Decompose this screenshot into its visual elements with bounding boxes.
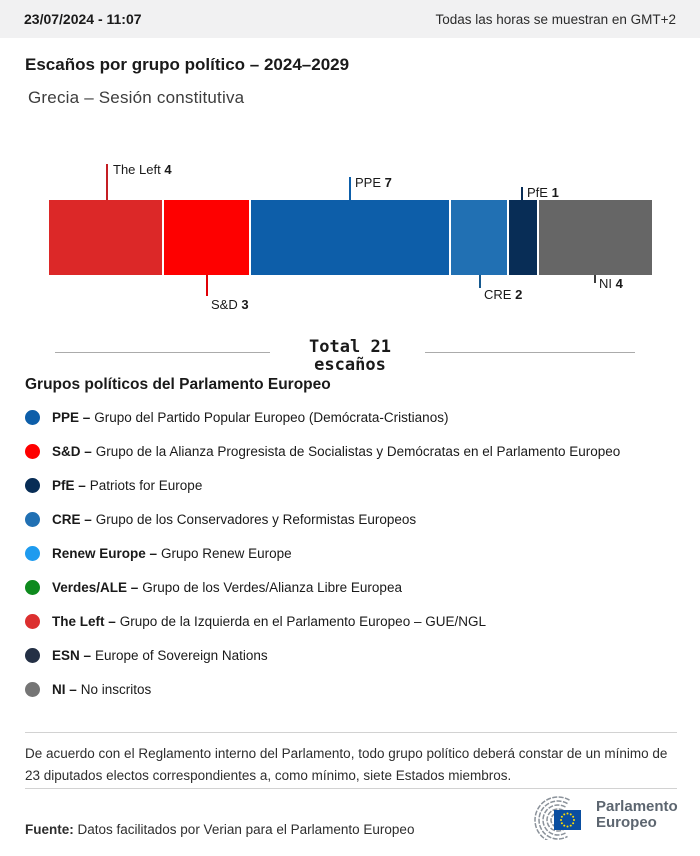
leader-line-ni bbox=[594, 275, 596, 283]
renew-color-dot bbox=[25, 546, 40, 561]
total-line1: Total 21 bbox=[309, 337, 391, 357]
legend-description: Grupo Renew Europe bbox=[161, 546, 292, 561]
datetime-label: 23/07/2024 - 11:07 bbox=[24, 11, 142, 27]
legend-item-cre bbox=[25, 511, 416, 528]
callout-sd bbox=[211, 297, 249, 312]
callout-group-name: NI bbox=[599, 276, 612, 291]
legend-description: Grupo de la Izquierda en el Parlamento Europeo – GUE/NGL bbox=[119, 614, 486, 629]
european-parliament-logo-icon bbox=[524, 792, 588, 840]
bar-segment-ppe[interactable] bbox=[251, 200, 449, 275]
top-bar bbox=[0, 0, 700, 38]
source-label: Fuente: bbox=[25, 822, 74, 837]
cre-color-dot bbox=[25, 512, 40, 527]
legend-item-sd bbox=[25, 443, 620, 460]
legend-description: Grupo del Partido Popular Europeo (Demócrata-Cristianos) bbox=[94, 410, 449, 425]
page-title: Escaños por grupo político – 2024–2029 bbox=[25, 55, 350, 74]
callout-pfe bbox=[527, 185, 559, 200]
total-line2: escaños bbox=[314, 355, 386, 375]
callout-group-name: PfE bbox=[527, 185, 548, 200]
bar-segment-pfe[interactable] bbox=[509, 200, 537, 275]
footnote-divider-top bbox=[25, 732, 677, 733]
leader-line-the-left bbox=[106, 164, 108, 200]
ni-color-dot bbox=[25, 682, 40, 697]
logo-line2: Europeo bbox=[596, 814, 657, 831]
legend-heading: Grupos políticos del Parlamento Europeo bbox=[25, 376, 331, 393]
legend-item-renew bbox=[25, 545, 292, 562]
callout-ppe bbox=[355, 175, 392, 190]
verdes-ale-color-dot bbox=[25, 580, 40, 595]
legend-item-the-left bbox=[25, 613, 486, 630]
legend-item-pfe bbox=[25, 477, 202, 494]
legend-name: NI – bbox=[52, 682, 77, 697]
ppe-color-dot bbox=[25, 410, 40, 425]
legend-name: ESN – bbox=[52, 648, 92, 663]
legend-item-ppe bbox=[25, 409, 448, 426]
callout-group-name: CRE bbox=[484, 287, 512, 302]
bar-segment-sd[interactable] bbox=[164, 200, 249, 275]
legend-description: Grupo de los Verdes/Alianza Libre Europea bbox=[142, 580, 402, 595]
callout-seat-count: 3 bbox=[241, 297, 249, 312]
callout-cre bbox=[484, 287, 522, 302]
leader-line-pfe bbox=[521, 187, 523, 200]
footnote-divider-bottom bbox=[25, 788, 677, 789]
bar-segment-the-left[interactable] bbox=[49, 200, 162, 275]
seats-stacked-bar bbox=[49, 200, 652, 275]
legend-name: PPE – bbox=[52, 410, 91, 425]
pfe-color-dot bbox=[25, 478, 40, 493]
legend-description: Patriots for Europe bbox=[89, 478, 203, 493]
callout-seat-count: 7 bbox=[384, 175, 392, 190]
legend-name: CRE – bbox=[52, 512, 92, 527]
leader-line-sd bbox=[206, 275, 208, 296]
legend-description: No inscritos bbox=[80, 682, 152, 697]
legend-description: Europe of Sovereign Nations bbox=[95, 648, 268, 663]
legend-description: Grupo de los Conservadores y Reformistas Europeos bbox=[95, 512, 417, 527]
callout-seat-count: 4 bbox=[615, 276, 623, 291]
callout-group-name: S&D bbox=[211, 297, 238, 312]
legend-description: Grupo de la Alianza Progresista de Socialistas y Demócratas en el Parlamento Europeo bbox=[95, 444, 621, 459]
legend-name: Renew Europe – bbox=[52, 546, 158, 561]
callout-seat-count: 2 bbox=[515, 287, 523, 302]
logo-wordmark bbox=[596, 799, 678, 831]
source-line bbox=[25, 822, 414, 837]
legend-name: Verdes/ALE – bbox=[52, 580, 139, 595]
the-left-color-dot bbox=[25, 614, 40, 629]
callout-the-left bbox=[113, 162, 172, 177]
callout-group-name: PPE bbox=[355, 175, 382, 190]
sd-color-dot bbox=[25, 444, 40, 459]
footnote-text: De acuerdo con el Reglamento interno del Parlamento, todo grupo político deberá constar de un mínimo de 23 diputados electos correspondientes a, como mínimo, siete Estados miembros. bbox=[25, 746, 668, 783]
legend-item-esn bbox=[25, 647, 268, 664]
legend-name: S&D – bbox=[52, 444, 92, 459]
bar-segment-cre[interactable] bbox=[451, 200, 507, 275]
callout-seat-count: 1 bbox=[551, 185, 559, 200]
bar-segment-ni[interactable] bbox=[539, 200, 652, 275]
legend-item-ni bbox=[25, 681, 151, 698]
leader-line-cre bbox=[479, 275, 481, 288]
legend-name: PfE – bbox=[52, 478, 86, 493]
callout-group-name: The Left bbox=[113, 162, 161, 177]
callout-ni bbox=[599, 276, 623, 291]
callout-seat-count: 4 bbox=[164, 162, 172, 177]
legend-item-verdes-ale bbox=[25, 579, 402, 596]
page-subtitle: Grecia – Sesión constitutiva bbox=[28, 88, 245, 107]
esn-color-dot bbox=[25, 648, 40, 663]
timezone-note: Todas las horas se muestran en GMT+2 bbox=[435, 11, 676, 27]
total-seats-label bbox=[0, 338, 700, 374]
source-text: Datos facilitados por Verian para el Parlamento Europeo bbox=[73, 822, 415, 837]
logo-line1: Parlamento bbox=[596, 798, 678, 815]
legend-name: The Left – bbox=[52, 614, 116, 629]
leader-line-ppe bbox=[349, 177, 351, 200]
